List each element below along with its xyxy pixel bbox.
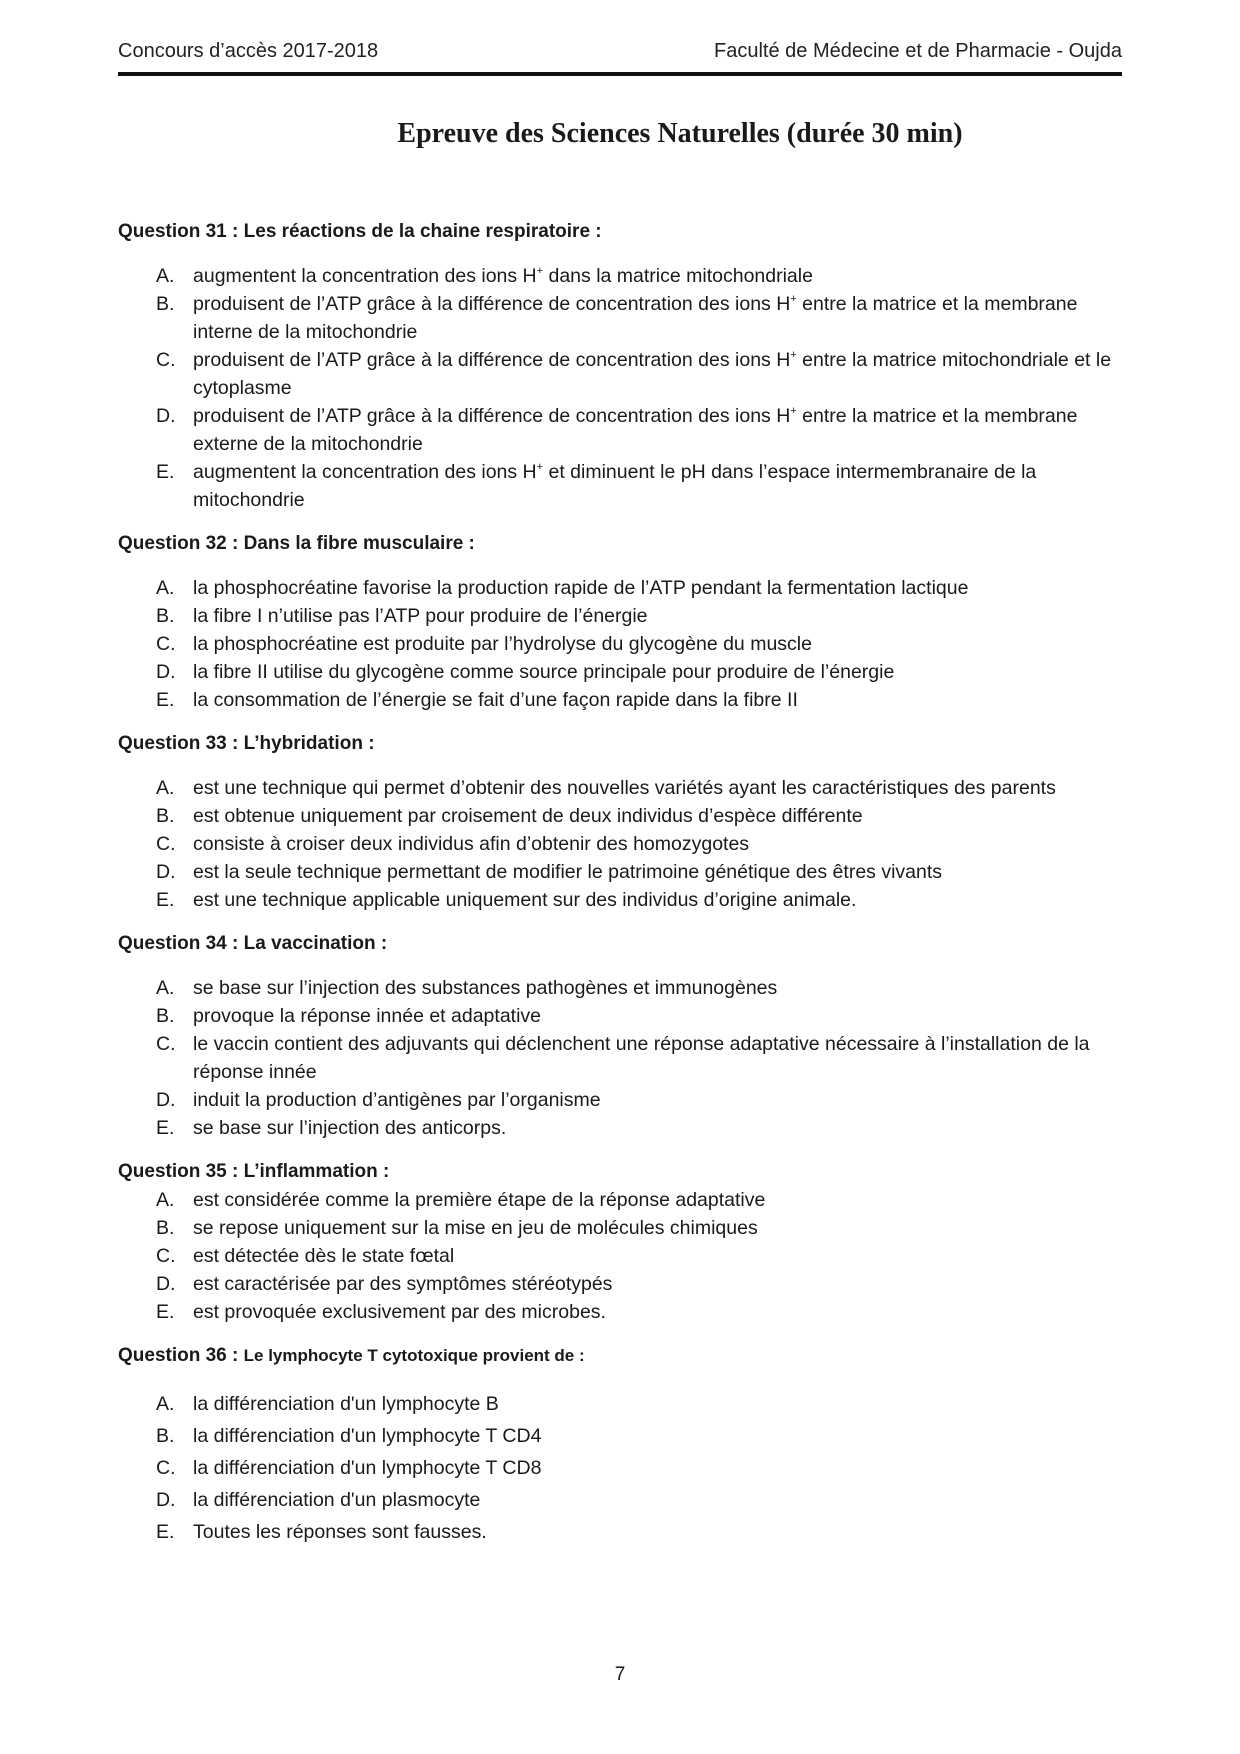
question-label: Question 31 : [118,221,239,242]
option-d [118,1086,1122,1114]
question-heading [118,530,1122,558]
question-label: Question 34 : [118,933,239,954]
option-e [118,886,1122,914]
option-letter: A. [156,577,175,599]
option-b [118,602,1122,630]
option-text: augmentent la concentration des ions H [193,265,537,287]
option-e [118,1516,1122,1548]
option-a [118,774,1122,802]
question-36 [118,1342,1122,1548]
option-d [118,402,1122,458]
option-letter: D. [156,405,176,427]
option-text: est une technique qui permet d’obtenir des nouvelles variétés ayant les caractéristiques des parents [193,777,1056,799]
question-heading [118,1342,1122,1370]
option-letter: A. [156,977,175,999]
option-text: est considérée comme la première étape de la réponse adaptative [193,1189,766,1211]
option-letter: A. [156,1189,175,1211]
option-c [118,1242,1122,1270]
option-a [118,1388,1122,1420]
question-heading [118,218,1122,246]
question-text: Les réactions de la chaine respiratoire : [243,221,602,242]
option-letter: C. [156,1245,176,1267]
option-text: consiste à croiser deux individus afin d’obtenir des homozygotes [193,833,750,855]
option-letter: B. [156,805,175,827]
questions-list [118,218,1122,1548]
option-list [118,262,1122,514]
question-heading [118,730,1122,758]
option-text: le vaccin contient des adjuvants qui déclenchent une réponse adaptative nécessaire à l’installation de la réponse innée [193,1033,1090,1083]
option-text: la différenciation d'un lymphocyte T CD4 [193,1425,542,1447]
option-a [118,1186,1122,1214]
option-letter: E. [156,1521,175,1543]
option-list [118,1186,1122,1326]
option-letter: D. [156,1273,176,1295]
option-text: la différenciation d'un lymphocyte B [193,1393,499,1415]
option-letter: A. [156,777,175,799]
option-text: provoque la réponse innée et adaptative [193,1005,542,1027]
superscript: + [790,405,797,417]
question-heading [118,1158,1122,1186]
question-text: Le lymphocyte T cytotoxique provient de : [243,1346,585,1365]
option-c [118,346,1122,402]
option-c [118,830,1122,858]
option-b [118,1420,1122,1452]
option-e [118,686,1122,714]
option-letter: D. [156,1089,176,1111]
superscript: + [790,349,797,361]
question-32 [118,530,1122,714]
option-letter: B. [156,605,175,627]
option-text: augmentent la concentration des ions H [193,461,537,483]
option-letter: A. [156,1393,175,1415]
page-title: Epreuve des Sciences Naturelles (durée 30 min) [397,118,963,149]
option-b [118,1002,1122,1030]
option-letter: B. [156,293,175,315]
question-text: L’hybridation : [243,733,375,754]
option-letter: C. [156,833,176,855]
page-header [118,40,1122,64]
option-c [118,1030,1122,1086]
option-text: est obtenue uniquement par croisement de deux individus d’espèce différente [193,805,863,827]
option-a [118,974,1122,1002]
option-letter: E. [156,689,175,711]
question-label: Question 33 : [118,733,239,754]
header-rule [118,72,1122,76]
option-d [118,1270,1122,1298]
option-text: produisent de l’ATP grâce à la différence de concentration des ions H [193,349,791,371]
option-list [118,774,1122,914]
option-text: est provoquée exclusivement par des microbes. [193,1301,606,1323]
option-text: est une technique applicable uniquement sur des individus d’origine animale. [193,889,857,911]
option-letter: D. [156,661,176,683]
option-letter: E. [156,1301,175,1323]
option-text: produisent de l’ATP grâce à la différence de concentration des ions H [193,405,791,427]
option-c [118,630,1122,658]
option-text: la fibre I n’utilise pas l’ATP pour produire de l’énergie [193,605,648,627]
option-a [118,262,1122,290]
option-list [118,574,1122,714]
option-text-cont: entre la matrice mitochondriale et le cytoplasme [193,349,1112,399]
option-d [118,858,1122,886]
option-text-cont: entre la matrice et la membrane externe de la mitochondrie [193,405,1078,455]
option-letter: C. [156,349,176,371]
option-text: se base sur l’injection des substances pathogènes et immunogènes [193,977,778,999]
question-label: Question 36 : [118,1345,239,1366]
question-text: La vaccination : [243,933,388,954]
superscript: + [536,265,544,277]
option-text: la phosphocréatine favorise la production rapide de l’ATP pendant la fermentation lactique [193,577,969,599]
question-label: Question 35 : [118,1161,239,1182]
option-text: induit la production d’antigènes par l’organisme [193,1089,601,1111]
header-exam-year: Concours d’accès 2017-2018 [118,40,379,62]
option-letter: E. [156,889,175,911]
question-33 [118,730,1122,914]
question-34 [118,930,1122,1142]
page-number: 7 [614,1664,626,1685]
option-e [118,1298,1122,1326]
option-a [118,574,1122,602]
superscript: + [790,293,797,305]
option-b [118,802,1122,830]
option-b [118,1214,1122,1242]
option-text-cont: entre la matrice et la membrane interne de la mitochondrie [193,293,1078,343]
option-text: Toutes les réponses sont fausses. [193,1521,487,1543]
option-text: la différenciation d'un lymphocyte T CD8 [193,1457,542,1479]
option-letter: D. [156,861,176,883]
option-e [118,1114,1122,1142]
question-label: Question 32 : [118,533,239,554]
option-text: se base sur l’injection des anticorps. [193,1117,507,1139]
option-letter: B. [156,1425,175,1447]
question-text: L’inflammation : [243,1161,390,1182]
option-letter: C. [156,633,176,655]
option-c [118,1452,1122,1484]
superscript: + [536,461,544,473]
option-b [118,290,1122,346]
option-text: est la seule technique permettant de modifier le patrimoine génétique des êtres vivants [193,861,943,883]
option-text: la différenciation d'un plasmocyte [193,1489,481,1511]
option-d [118,1484,1122,1516]
option-letter: E. [156,461,175,483]
option-letter: C. [156,1033,176,1055]
question-35 [118,1158,1122,1326]
option-text: la phosphocréatine est produite par l’hydrolyse du glycogène du muscle [193,633,812,655]
option-text-cont: et diminuent le pH dans l’espace intermembranaire de la mitochondrie [193,461,1037,511]
option-text: est détectée dès le state fœtal [193,1245,455,1267]
header-faculty: Faculté de Médecine et de Pharmacie - Oujda [714,40,1122,62]
question-text: Dans la fibre musculaire : [243,533,475,554]
option-d [118,658,1122,686]
option-letter: B. [156,1005,175,1027]
option-text: la fibre II utilise du glycogène comme source principale pour produire de l’énergie [193,661,895,683]
option-text: se repose uniquement sur la mise en jeu de molécules chimiques [193,1217,758,1239]
option-e [118,458,1122,514]
option-text-cont: dans la matrice mitochondriale [543,265,813,287]
option-list [118,974,1122,1142]
option-letter: E. [156,1117,175,1139]
option-text: produisent de l’ATP grâce à la différence de concentration des ions H [193,293,791,315]
option-letter: A. [156,265,175,287]
option-letter: B. [156,1217,175,1239]
option-letter: D. [156,1489,176,1511]
option-text: la consommation de l’énergie se fait d’une façon rapide dans la fibre II [193,689,798,711]
option-letter: C. [156,1457,176,1479]
question-heading [118,930,1122,958]
question-31 [118,218,1122,514]
option-text: est caractérisée par des symptômes stéréotypés [193,1273,613,1295]
option-list [118,1388,1122,1548]
